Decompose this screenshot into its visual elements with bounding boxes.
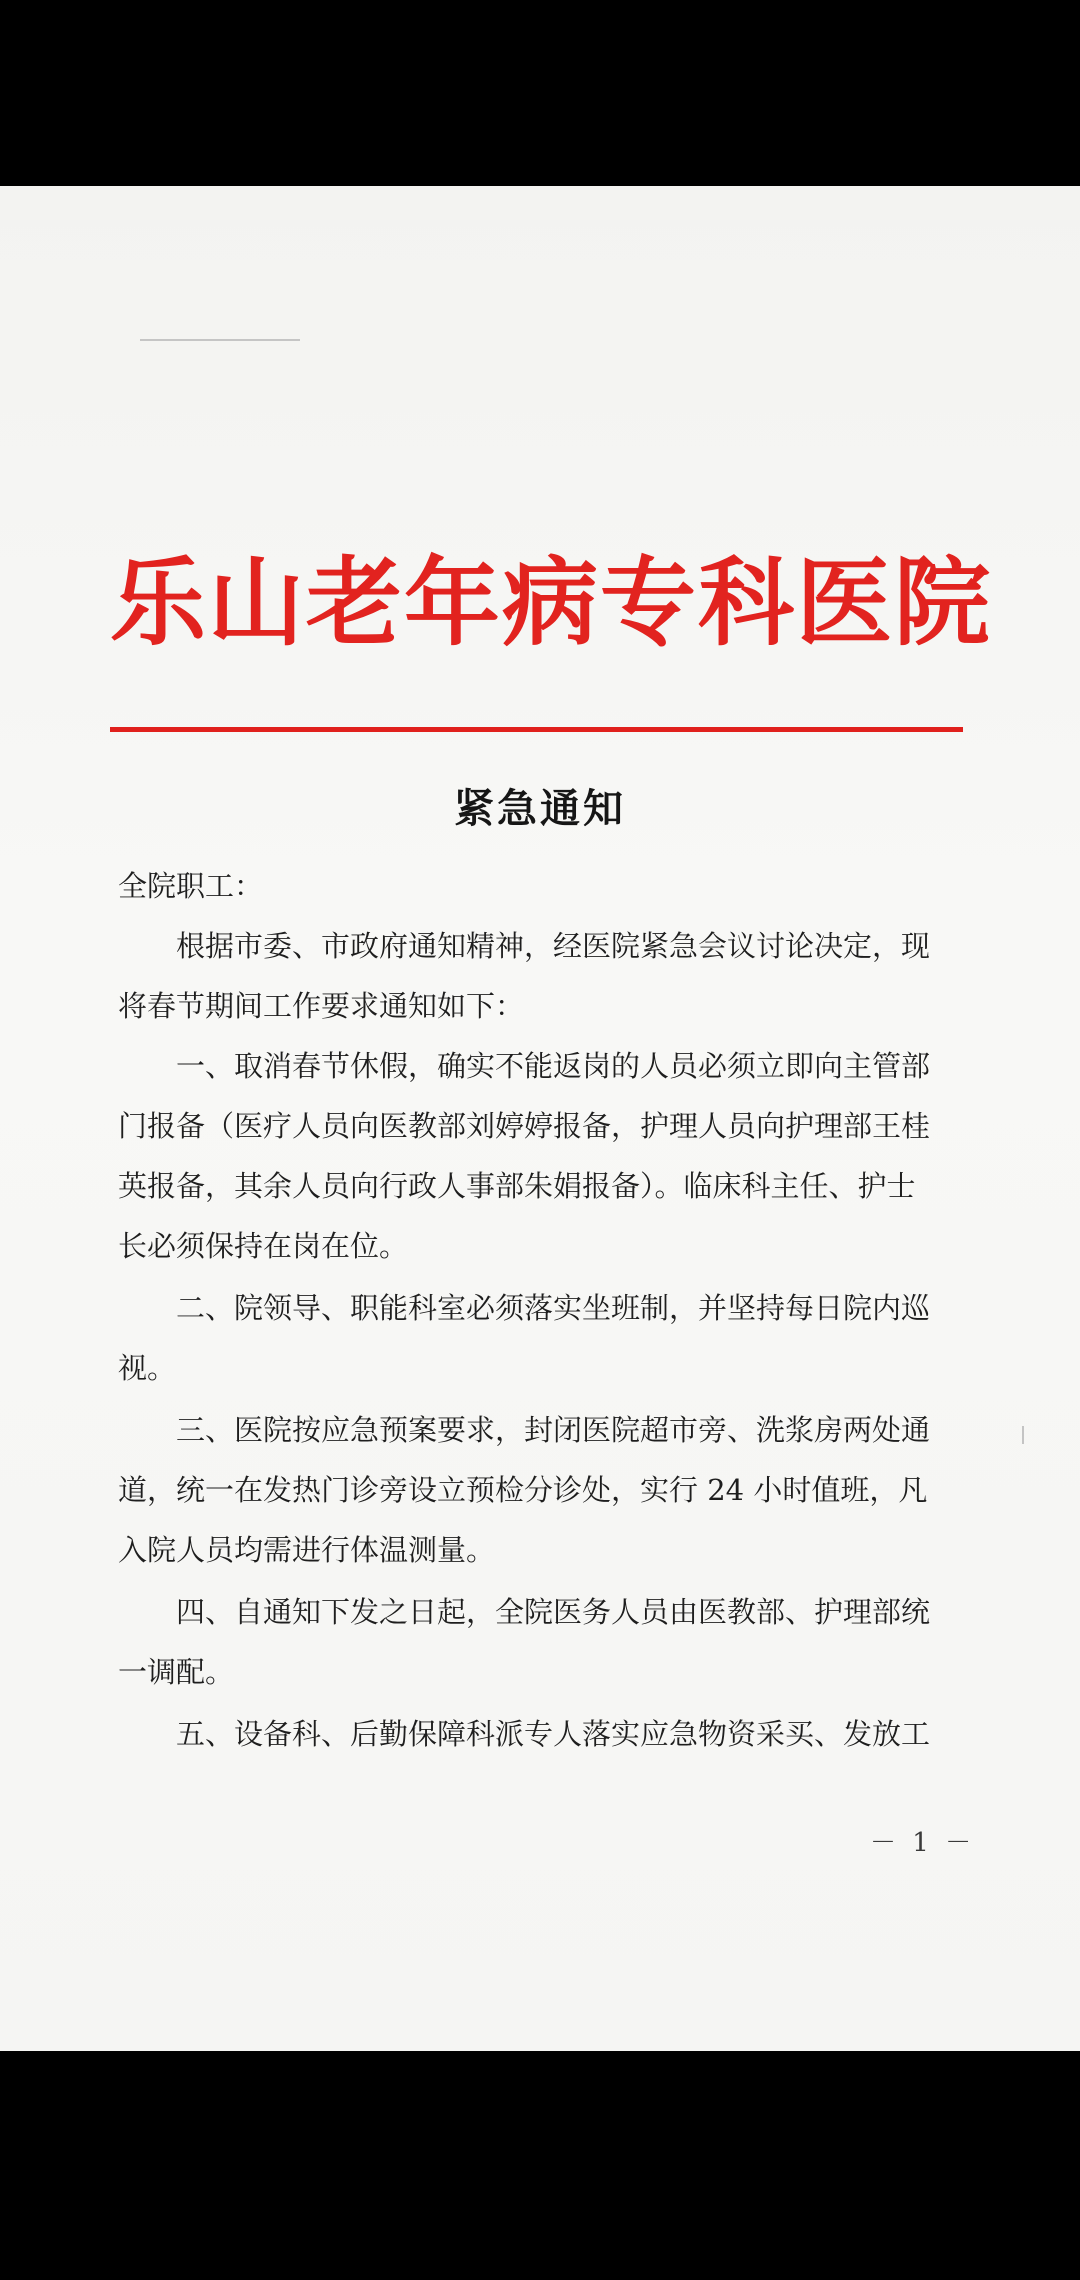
body-line: 长必须保持在岗在位。 xyxy=(118,1229,409,1263)
letterhead-hospital-name: 乐山老年病专科医院 xyxy=(110,546,992,659)
body-line: 五、设备科、后勤保障科派专人落实应急物资采买、发放工 xyxy=(118,1717,931,1751)
notice-title: 紧急通知 xyxy=(454,785,626,832)
body-line: 二、院领导、职能科室必须落实坐班制，并坚持每日院内巡 xyxy=(118,1291,931,1325)
document-page xyxy=(0,186,1080,2051)
body-line: 英报备，其余人员向行政人事部朱娟报备）。临床科主任、护士 xyxy=(118,1169,916,1203)
body-line: 道，统一在发热门诊旁设立预检分诊处，实行 24 小时值班，凡 xyxy=(118,1473,928,1507)
salutation: 全院职工： xyxy=(118,869,264,903)
body-line: 根据市委、市政府通知精神，经医院紧急会议讨论决定，现 xyxy=(118,929,931,963)
body-line: 一调配。 xyxy=(118,1655,235,1689)
scan-mark xyxy=(140,339,300,341)
page-number: － 1 － xyxy=(870,1828,976,1858)
scan-mark-right xyxy=(1022,1426,1024,1444)
body-line: 门报备（医疗人员向医教部刘婷婷报备，护理人员向护理部王桂 xyxy=(118,1109,931,1143)
body-line: 一、取消春节休假，确实不能返岗的人员必须立即向主管部 xyxy=(118,1049,931,1083)
body-line: 将春节期间工作要求通知如下： xyxy=(118,989,525,1023)
body-line: 三、医院按应急预案要求，封闭医院超市旁、洗浆房两处通 xyxy=(118,1413,931,1447)
body-line: 四、自通知下发之日起，全院医务人员由医教部、护理部统 xyxy=(118,1595,931,1629)
body-line: 视。 xyxy=(118,1351,177,1385)
body-line: 入院人员均需进行体温测量。 xyxy=(118,1533,496,1567)
letterhead-red-rule xyxy=(110,727,963,732)
